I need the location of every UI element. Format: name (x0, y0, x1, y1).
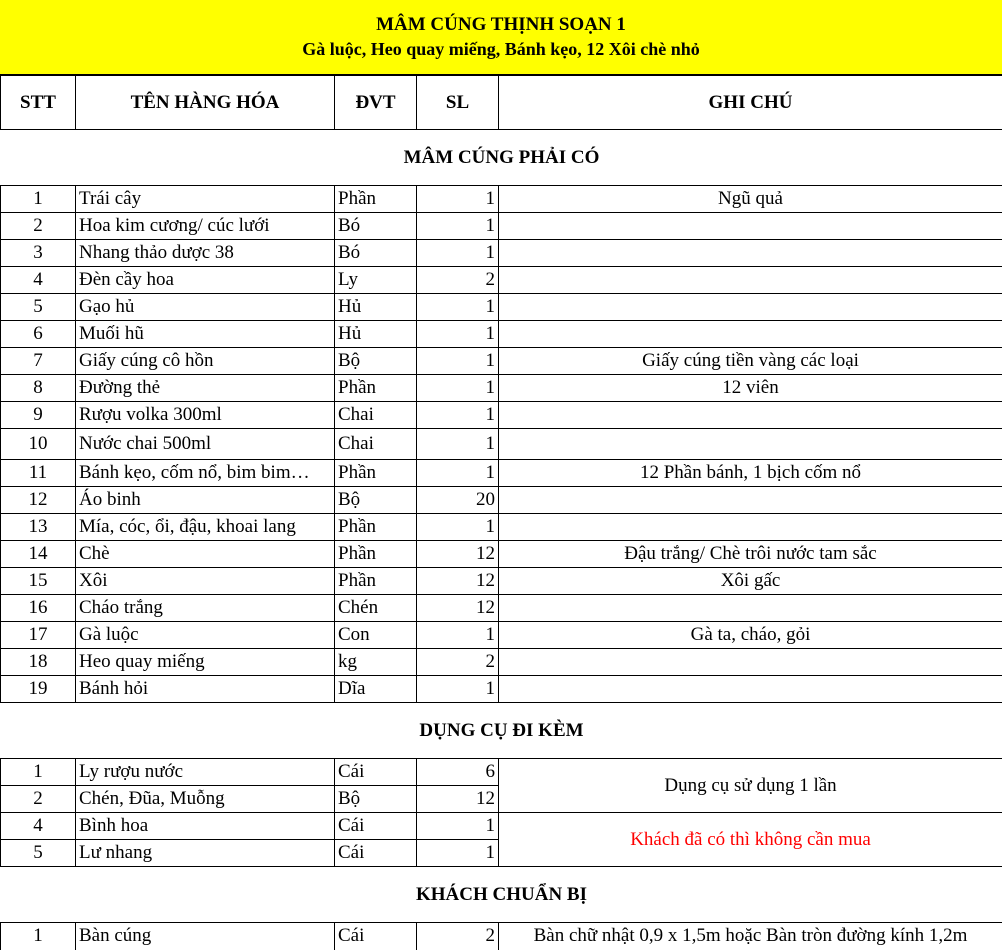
table-row (1, 622, 1002, 649)
cell-name[interactable]: Bình hoa (76, 813, 335, 840)
cell-name[interactable]: Bánh hỏi (76, 676, 335, 703)
cell-stt[interactable]: 18 (1, 649, 76, 676)
column-header-dvt[interactable]: ĐVT (335, 76, 417, 130)
cell-sl[interactable]: 12 (417, 541, 499, 568)
cell-sl[interactable]: 1 (417, 375, 499, 402)
cell-note[interactable] (499, 267, 1002, 294)
cell-sl[interactable]: 1 (417, 213, 499, 240)
cell-note-disposable[interactable]: Dụng cụ sử dụng 1 lần (499, 759, 1002, 813)
column-header-note[interactable]: GHI CHÚ (499, 76, 1002, 130)
cell-name[interactable]: Xôi (76, 568, 335, 595)
cell-note[interactable]: Xôi gấc (499, 568, 1002, 595)
cell-note[interactable]: 12 viên (499, 375, 1002, 402)
cell-sl[interactable]: 1 (417, 294, 499, 321)
section-heading-required (1, 130, 1002, 186)
table-row (1, 429, 1002, 460)
cell-note[interactable] (499, 429, 1002, 460)
table-row (1, 568, 1002, 595)
title-line-1: MÂM CÚNG THỊNH SOẠN 1 (376, 13, 626, 37)
table-row (1, 676, 1002, 703)
cell-note-optional[interactable]: Khách đã có thì không cần mua (499, 813, 1002, 867)
cell-dvt[interactable]: Ly (335, 267, 417, 294)
cell-dvt[interactable]: Cái (335, 759, 417, 786)
table-row (1, 460, 1002, 487)
cell-sl[interactable]: 1 (417, 460, 499, 487)
cell-note[interactable]: Giấy cúng tiền vàng các loại (499, 348, 1002, 375)
cell-stt[interactable]: 2 (1, 786, 76, 813)
cell-stt[interactable]: 15 (1, 568, 76, 595)
cell-dvt[interactable]: Chai (335, 429, 417, 460)
section-title[interactable]: KHÁCH CHUẨN BỊ (1, 867, 1002, 923)
cell-name[interactable]: Mía, cóc, ổi, đậu, khoai lang (76, 514, 335, 541)
cell-note[interactable]: Gà ta, cháo, gỏi (499, 622, 1002, 649)
cell-stt[interactable]: 17 (1, 622, 76, 649)
cell-name[interactable]: Nước chai 500ml (76, 429, 335, 460)
cell-dvt[interactable]: Hủ (335, 294, 417, 321)
cell-sl[interactable]: 2 (417, 267, 499, 294)
cell-dvt[interactable]: Bộ (335, 487, 417, 514)
cell-note[interactable] (499, 595, 1002, 622)
cell-sl[interactable]: 1 (417, 622, 499, 649)
column-header-stt[interactable]: STT (1, 76, 76, 130)
table-row (1, 375, 1002, 402)
cell-stt[interactable]: 9 (1, 402, 76, 429)
cell-dvt[interactable]: Phần (335, 460, 417, 487)
cell-note[interactable] (499, 676, 1002, 703)
cell-dvt[interactable]: Dĩa (335, 676, 417, 703)
cell-stt[interactable]: 11 (1, 460, 76, 487)
cell-dvt[interactable]: Chai (335, 402, 417, 429)
cell-name[interactable]: Lư nhang (76, 840, 335, 867)
table-row (1, 321, 1002, 348)
table-row (1, 240, 1002, 267)
cell-sl[interactable]: 2 (417, 923, 499, 950)
cell-name[interactable]: Gạo hủ (76, 294, 335, 321)
cell-dvt[interactable]: Cái (335, 813, 417, 840)
cell-dvt[interactable]: Phần (335, 541, 417, 568)
cell-stt[interactable]: 14 (1, 541, 76, 568)
table-row (1, 213, 1002, 240)
cell-stt[interactable]: 3 (1, 240, 76, 267)
cell-note[interactable] (499, 402, 1002, 429)
cell-stt[interactable]: 5 (1, 294, 76, 321)
section-title[interactable]: MÂM CÚNG PHẢI CÓ (1, 130, 1002, 186)
cell-name[interactable]: Đường thẻ (76, 375, 335, 402)
table-row (1, 402, 1002, 429)
table-row (1, 813, 1002, 840)
cell-stt[interactable]: 1 (1, 923, 76, 950)
cell-sl[interactable]: 1 (417, 840, 499, 867)
cell-note[interactable] (499, 321, 1002, 348)
table-row (1, 759, 1002, 786)
cell-stt[interactable]: 1 (1, 186, 76, 213)
cell-name[interactable]: Gà luộc (76, 622, 335, 649)
table-row (1, 348, 1002, 375)
cell-sl[interactable]: 12 (417, 786, 499, 813)
section-title[interactable]: DỤNG CỤ ĐI KÈM (1, 703, 1002, 759)
cell-name[interactable]: Bánh kẹo, cốm nổ, bim bim… (76, 460, 335, 487)
column-header-sl[interactable]: SL (417, 76, 499, 130)
cell-dvt[interactable]: Chén (335, 595, 417, 622)
cell-sl[interactable]: 1 (417, 348, 499, 375)
column-header-row (1, 76, 1002, 130)
cell-name[interactable]: Giấy cúng cô hồn (76, 348, 335, 375)
cell-name[interactable]: Trái cây (76, 186, 335, 213)
cell-note[interactable]: 12 Phần bánh, 1 bịch cốm nổ (499, 460, 1002, 487)
cell-sl[interactable]: 1 (417, 514, 499, 541)
cell-stt[interactable]: 7 (1, 348, 76, 375)
cell-sl[interactable]: 12 (417, 568, 499, 595)
cell-note[interactable] (499, 649, 1002, 676)
cell-stt[interactable]: 19 (1, 676, 76, 703)
cell-stt[interactable]: 8 (1, 375, 76, 402)
cell-note[interactable]: Bàn chữ nhật 0,9 x 1,5m hoặc Bàn tròn đường kính 1,2m (499, 923, 1002, 950)
cell-note[interactable] (499, 514, 1002, 541)
cell-note[interactable] (499, 213, 1002, 240)
cell-sl[interactable]: 12 (417, 595, 499, 622)
cell-sl[interactable]: 1 (417, 813, 499, 840)
cell-name[interactable]: Ly rượu nước (76, 759, 335, 786)
cell-name[interactable]: Heo quay miếng (76, 649, 335, 676)
cell-dvt[interactable]: Con (335, 622, 417, 649)
cell-stt[interactable]: 2 (1, 213, 76, 240)
cell-sl[interactable]: 6 (417, 759, 499, 786)
cell-name[interactable]: Cháo trắng (76, 595, 335, 622)
cell-note[interactable] (499, 240, 1002, 267)
cell-dvt[interactable]: Cái (335, 840, 417, 867)
cell-note[interactable] (499, 294, 1002, 321)
cell-name[interactable]: Chén, Đũa, Muỗng (76, 786, 335, 813)
title-line-2: Gà luộc, Heo quay miếng, Bánh kẹo, 12 Xôi chè nhỏ (302, 37, 700, 61)
cell-name[interactable]: Nhang thảo dược 38 (76, 240, 335, 267)
section-heading-customer (1, 867, 1002, 923)
cell-sl[interactable]: 2 (417, 649, 499, 676)
cell-name[interactable]: Bàn cúng (76, 923, 335, 950)
table-row (1, 595, 1002, 622)
cell-dvt[interactable]: Bộ (335, 786, 417, 813)
table-row (1, 923, 1002, 950)
cell-name[interactable]: Rượu volka 300ml (76, 402, 335, 429)
table-row (1, 649, 1002, 676)
cell-stt[interactable]: 12 (1, 487, 76, 514)
cell-sl[interactable]: 1 (417, 186, 499, 213)
cell-name[interactable]: Chè (76, 541, 335, 568)
title-banner (0, 0, 1002, 75)
section-heading-tools (1, 703, 1002, 759)
cell-dvt[interactable]: Phần (335, 186, 417, 213)
cell-stt[interactable]: 4 (1, 267, 76, 294)
cell-name[interactable]: Hoa kim cương/ cúc lưới (76, 213, 335, 240)
cell-dvt[interactable]: Bó (335, 240, 417, 267)
cell-dvt[interactable]: Phần (335, 514, 417, 541)
items-table (0, 75, 1002, 950)
cell-dvt[interactable]: Bộ (335, 348, 417, 375)
cell-stt[interactable]: 4 (1, 813, 76, 840)
cell-dvt[interactable]: Cái (335, 923, 417, 950)
cell-note[interactable] (499, 487, 1002, 514)
cell-note[interactable]: Ngũ quả (499, 186, 1002, 213)
cell-sl[interactable]: 20 (417, 487, 499, 514)
cell-name[interactable]: Muối hũ (76, 321, 335, 348)
table-row (1, 514, 1002, 541)
cell-dvt[interactable]: kg (335, 649, 417, 676)
cell-sl[interactable]: 1 (417, 240, 499, 267)
cell-sl[interactable]: 1 (417, 676, 499, 703)
cell-name[interactable]: Áo binh (76, 487, 335, 514)
cell-dvt[interactable]: Hủ (335, 321, 417, 348)
table-row (1, 267, 1002, 294)
cell-dvt[interactable]: Phần (335, 568, 417, 595)
table-row (1, 294, 1002, 321)
cell-name[interactable]: Đèn cầy hoa (76, 267, 335, 294)
cell-dvt[interactable]: Bó (335, 213, 417, 240)
table-row (1, 186, 1002, 213)
cell-sl[interactable]: 1 (417, 429, 499, 460)
cell-stt[interactable]: 5 (1, 840, 76, 867)
column-header-name[interactable]: TÊN HÀNG HÓA (76, 76, 335, 130)
cell-stt[interactable]: 1 (1, 759, 76, 786)
cell-note[interactable]: Đậu trắng/ Chè trôi nước tam sắc (499, 541, 1002, 568)
cell-sl[interactable]: 1 (417, 321, 499, 348)
cell-stt[interactable]: 16 (1, 595, 76, 622)
cell-stt[interactable]: 10 (1, 429, 76, 460)
table-row (1, 541, 1002, 568)
cell-stt[interactable]: 13 (1, 514, 76, 541)
cell-sl[interactable]: 1 (417, 402, 499, 429)
cell-stt[interactable]: 6 (1, 321, 76, 348)
cell-dvt[interactable]: Phần (335, 375, 417, 402)
table-row (1, 487, 1002, 514)
